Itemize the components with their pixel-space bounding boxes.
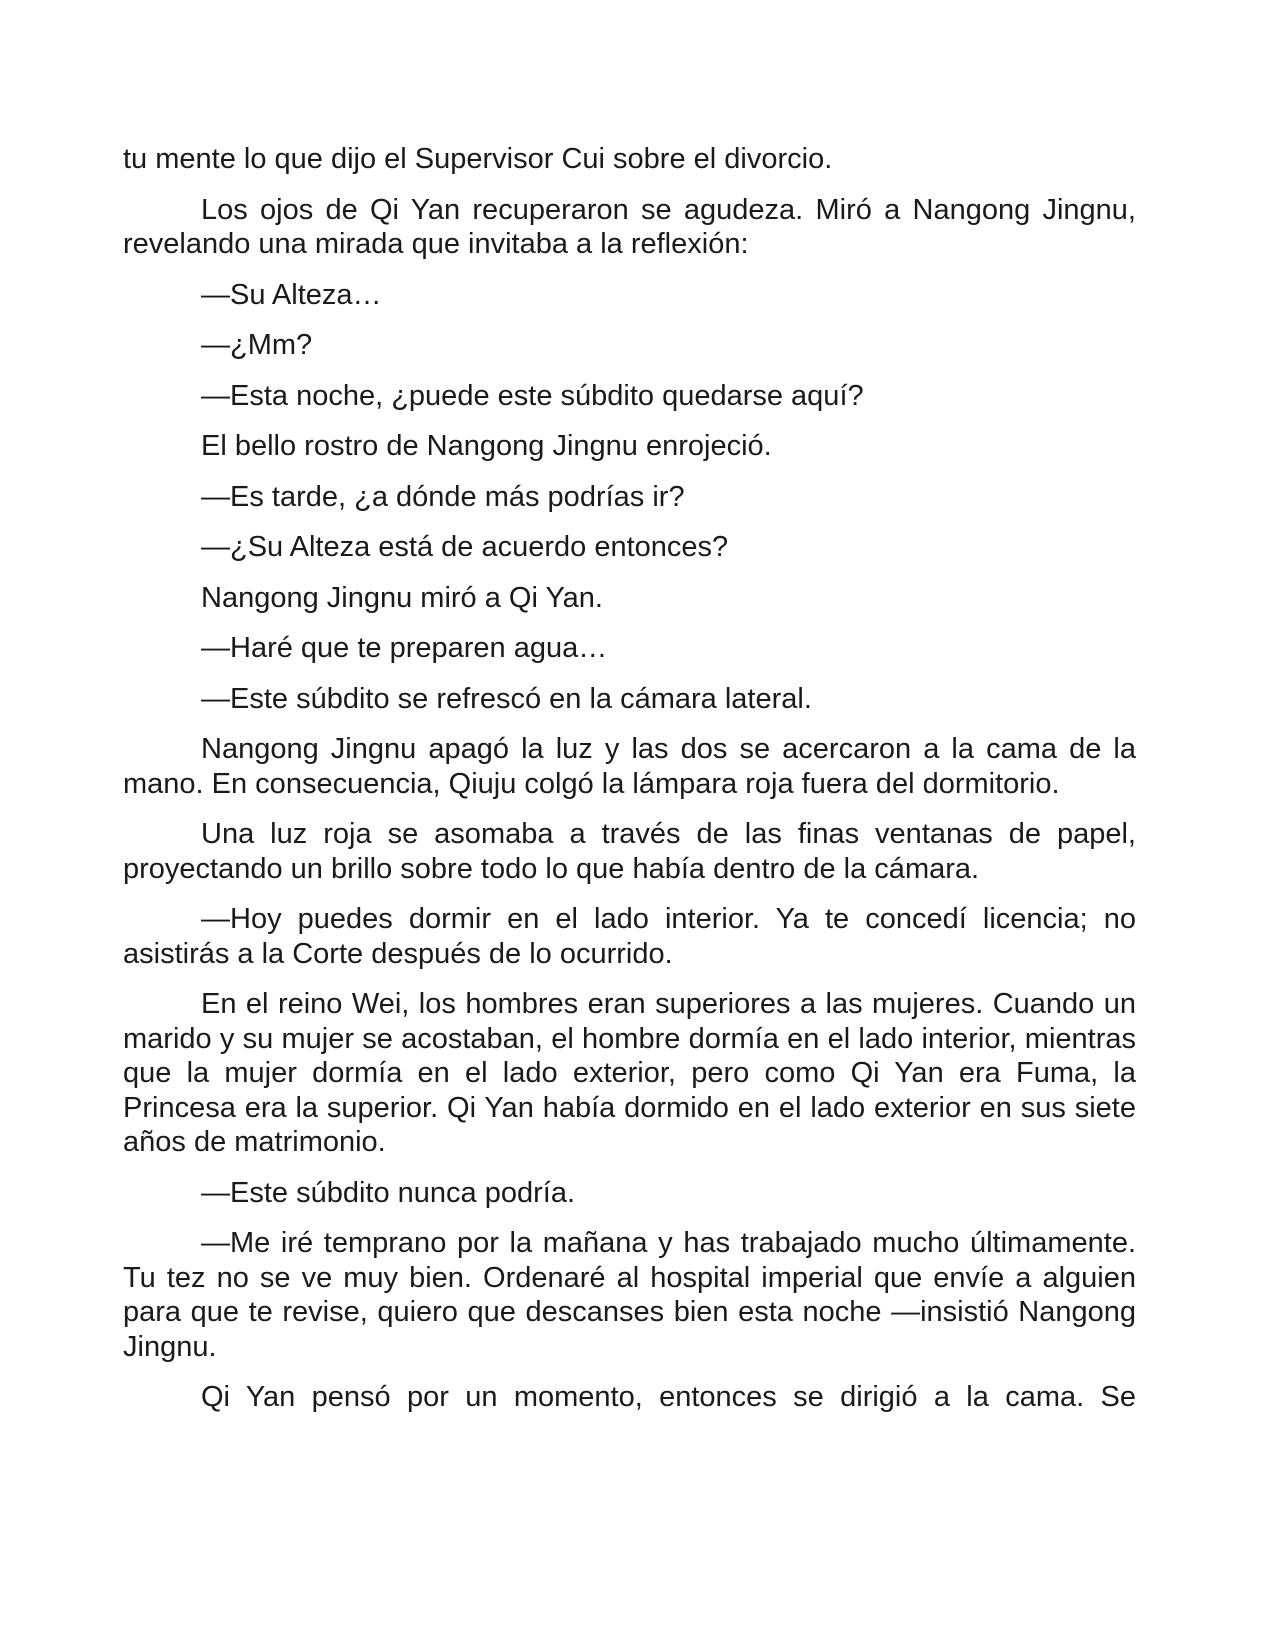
dialogue-line: —Esta noche, ¿puede este súbdito quedarse aquí?: [201, 379, 864, 412]
paragraph-truncated: Qi Yan pensó por un momento, entonces se dirigió a la cama. Se: [201, 1381, 1136, 1413]
paragraph: Nangong Jingnu miró a Qi Yan.: [201, 581, 603, 614]
dialogue-line: —Haré que te preparen agua…: [201, 632, 608, 664]
dialogue-line: —Su Alteza…: [201, 278, 382, 311]
paragraph: En el reino Wei, los hombres eran superiores a las mujeres. Cuando un marido y su mujer se acostaban, el hombre dormía en el lado interior, mientras que la mujer dormía en el lado exterior, pero como Qi Yan era Fuma, la Princesa era la superior. Qi Yan había dormido en el lado exterior en sus siete años de matrimonio.: [123, 988, 1136, 1158]
dialogue-line: —Es tarde, ¿a dónde más podrías ir?: [201, 480, 685, 513]
body-text: [123, 142, 1136, 1431]
paragraph: Nangong Jingnu apagó la luz y las dos se acercaron a la cama de la mano. En consecuencia, Qiuju colgó la lámpara roja fuera del dormitorio.: [123, 733, 1136, 800]
paragraph-continuation: tu mente lo que dijo el Supervisor Cui sobre el divorcio.: [123, 143, 833, 175]
paragraph: Una luz roja se asomaba a través de las finas ventanas de papel, proyectando un brillo sobre todo lo que había dentro de la cámara.: [123, 818, 1136, 885]
dialogue-line: —Me iré temprano por la mañana y has trabajado mucho últimamente. Tu tez no se ve muy bien. Ordenaré al hospital imperial que envíe a alguien para que te revise, quiero que descanses bien esta noche —insistió Nangong Jingnu.: [123, 1227, 1136, 1363]
dialogue-line: —Este súbdito nunca podría.: [201, 1176, 576, 1209]
dialogue-line: —Hoy puedes dormir en el lado interior. Ya te concedí licencia; no asistirás a la Corte después de lo ocurrido.: [123, 903, 1136, 970]
dialogue-line: —¿Su Alteza está de acuerdo entonces?: [201, 531, 729, 563]
dialogue-line: —¿Mm?: [201, 329, 313, 361]
paragraph: Los ojos de Qi Yan recuperaron se agudeza. Miró a Nangong Jingnu, revelando una mirada que invitaba a la reflexión:: [123, 193, 1136, 260]
paragraph: El bello rostro de Nangong Jingnu enrojeció.: [201, 430, 772, 462]
dialogue-line: —Este súbdito se refrescó en la cámara lateral.: [201, 682, 812, 715]
